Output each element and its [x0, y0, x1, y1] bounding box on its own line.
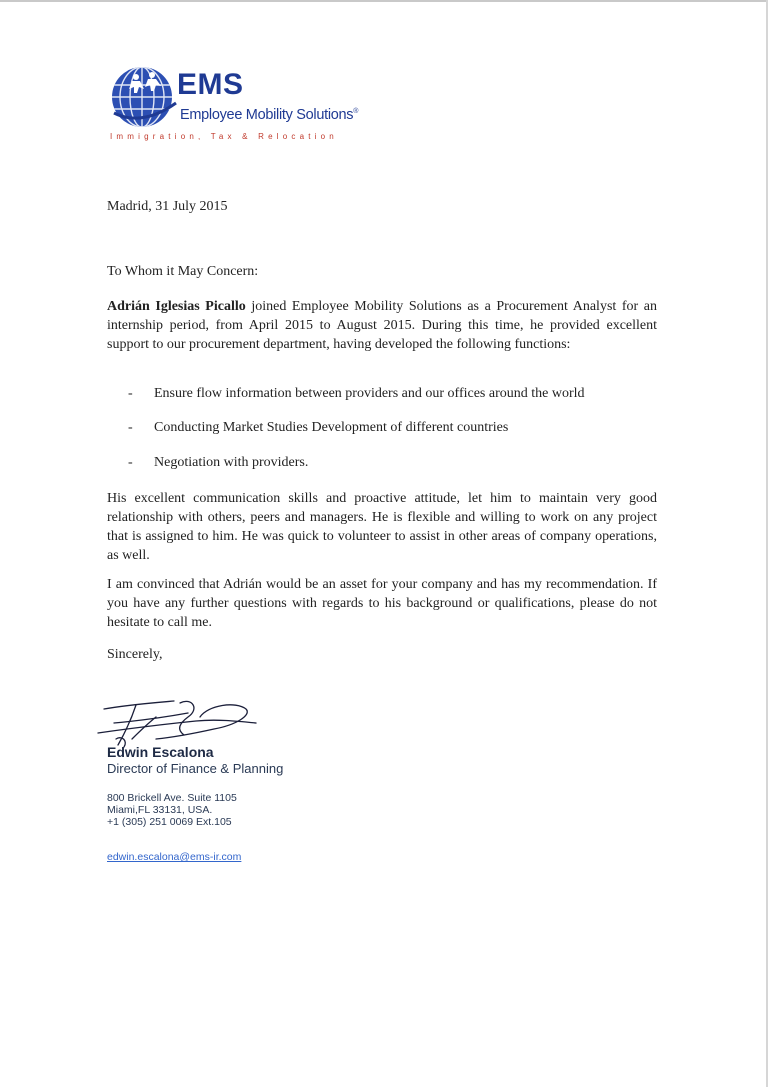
paragraph-recommendation: I am convinced that Adrián would be an asset for your company and has my recommendation. If you have any further questions with regards to his background or qualifications, please do not hesitate to call me. [107, 577, 657, 630]
address-line: 800 Brickell Ave. Suite 1105 [107, 792, 237, 804]
signer-name: Edwin Escalona [107, 744, 214, 760]
salutation: To Whom it May Concern: [107, 264, 259, 279]
page-top-edge [0, 0, 768, 2]
address-line: Miami,FL 33131, USA. [107, 804, 213, 816]
paragraph-intro: Adrián Iglesias Picallo joined Employee Mobility Solutions as a Procurement Analyst for an internship period, from April 2015 to August 2015. During this time, he provided excellent support to our procurement department, having developed the following functions: [107, 299, 657, 352]
company-tagline: Immigration, Tax & Relocation [110, 132, 338, 141]
company-logo [102, 60, 362, 150]
globe-people-icon [106, 63, 184, 129]
letter-date: Madrid, 31 July 2015 [107, 199, 228, 214]
signer-title: Director of Finance & Planning [107, 761, 284, 776]
letter-page: EMS Employee Mobility Solutions® Immigration, Tax & Relocation Madrid, 31 July 2015 To Whom it May Concern: Adrián Iglesias Picallo joined Employee Mobility Solutions as a Procurement Analyst for an internship period, from April 2015 to August 2015. During this time, he provided excellent support to our procurement department, having developed the following functions: - Ensure flow information between providers and our offices around the world - Conducting Market Studies Development of different countries - Negotiation with providers. His excellent communication skills and proactive attitude, let him to maintain very good relationship with others, peers and managers. He is flexible and willing to work on any project that is assigned to him. He was quick to volunteer to assist in other areas of company operations, as well. I am convinced that Adrián would be an asset for your company and has my recommendation. If you have any further questions with regards to his background or qualifications, please do not hesitate to call me. Sincerely, Edwin Escalona Director of Finance & Planning 800 Brickell Ave. Suite 1105 Miami,FL 33131, USA. +1 (305) 251 0069 Ext.105 edwin.escalona@ems-ir.com [0, 0, 768, 1087]
email-link[interactable]: edwin.escalona@ems-ir.com [107, 851, 242, 863]
candidate-name: Adrián Iglesias Picallo [107, 299, 246, 314]
closing: Sincerely, [107, 647, 163, 662]
paragraph-skills: His excellent communication skills and proactive attitude, let him to maintain very good relationship with others, peers and managers. He is flexible and willing to work on any project that is assigned to him. He was quick to volunteer to assist in other areas of company operations, as well. [107, 491, 657, 563]
phone-number: +1 (305) 251 0069 Ext.105 [107, 816, 232, 828]
company-name: Employee Mobility Solutions® [180, 106, 359, 123]
brand-wordmark: EMS [177, 68, 244, 101]
